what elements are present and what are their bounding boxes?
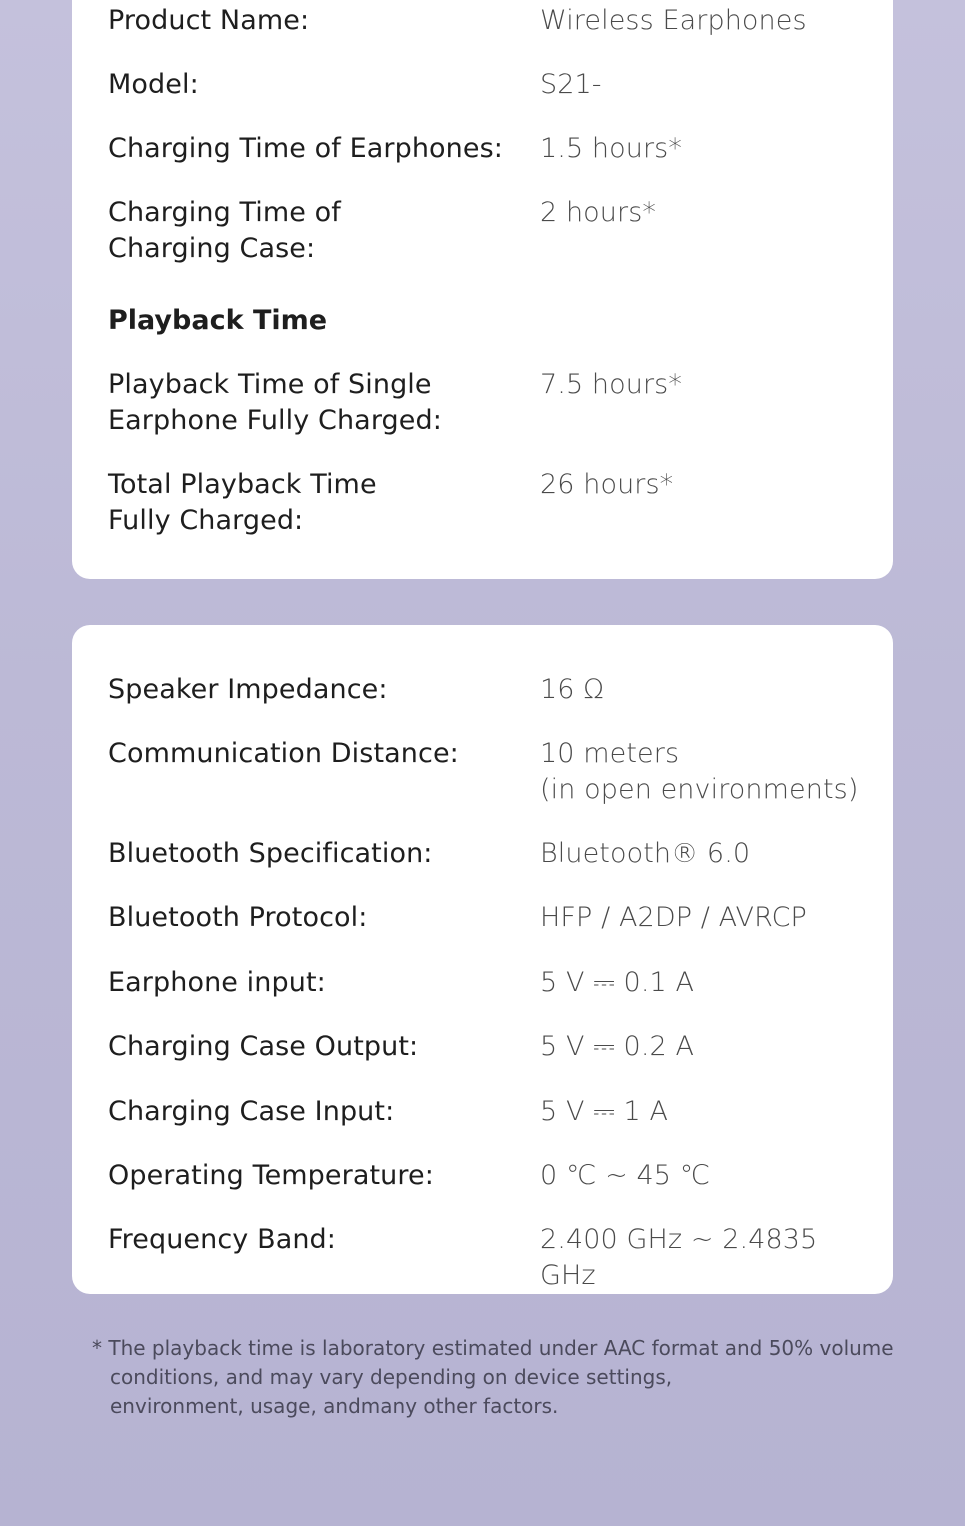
spec-value: 1.5 hours* — [540, 133, 682, 164]
spec-label: Charging Case Input: — [108, 1096, 395, 1127]
spec-label: Total Playback Time Fully Charged: — [108, 469, 377, 536]
spec-label: Operating Temperature: — [108, 1160, 434, 1191]
spec-value: 26 hours* — [540, 469, 674, 500]
spec-label: Charging Time of Charging Case: — [108, 197, 341, 264]
footnote — [90, 1334, 910, 1421]
spec-card-technical — [72, 625, 893, 1294]
spec-label: Bluetooth Protocol: — [108, 902, 368, 933]
spec-value: S21- — [540, 69, 602, 100]
spec-label: Product Name: — [108, 5, 310, 36]
spec-value: Bluetooth® 6.0 — [540, 838, 751, 869]
spec-value: 0 ℃ ~ 45 ℃ — [540, 1160, 711, 1191]
spec-value: 5 V ⎓ 1 A — [540, 1096, 669, 1127]
spec-label: Speaker Impedance: — [108, 674, 388, 705]
spec-value: Wireless Earphones — [540, 5, 807, 36]
spec-label: Charging Time of Earphones: — [108, 133, 503, 164]
spec-value: 16 Ω — [540, 674, 604, 705]
spec-label: Frequency Band: — [108, 1224, 336, 1255]
spec-label: Earphone input: — [108, 967, 326, 998]
spec-value: 2 hours* — [540, 197, 656, 228]
spec-label: Bluetooth Specification: — [108, 838, 433, 869]
footnote-text: * The playback time is laboratory estimated under AAC format and 50% volume conditions, and may vary depending on device settings, environment, usage, andmany other factors. — [92, 1336, 894, 1418]
spec-value: 2.400 GHz ~ 2.4835 GHz — [540, 1224, 818, 1291]
spec-label: Communication Distance: — [108, 738, 459, 769]
spec-value: 10 meters (in open environments) — [540, 738, 859, 805]
spec-card-basic — [72, 0, 893, 579]
section-title-playback: Playback Time — [108, 305, 328, 336]
spec-value: HFP / A2DP / AVRCP — [540, 902, 807, 933]
spec-label: Model: — [108, 69, 199, 100]
spec-label: Playback Time of Single Earphone Fully Charged: — [108, 369, 442, 436]
spec-value: 5 V ⎓ 0.2 A — [540, 1031, 695, 1062]
spec-label: Charging Case Output: — [108, 1031, 419, 1062]
spec-value: 7.5 hours* — [540, 369, 682, 400]
spec-value: 5 V ⎓ 0.1 A — [540, 967, 695, 998]
